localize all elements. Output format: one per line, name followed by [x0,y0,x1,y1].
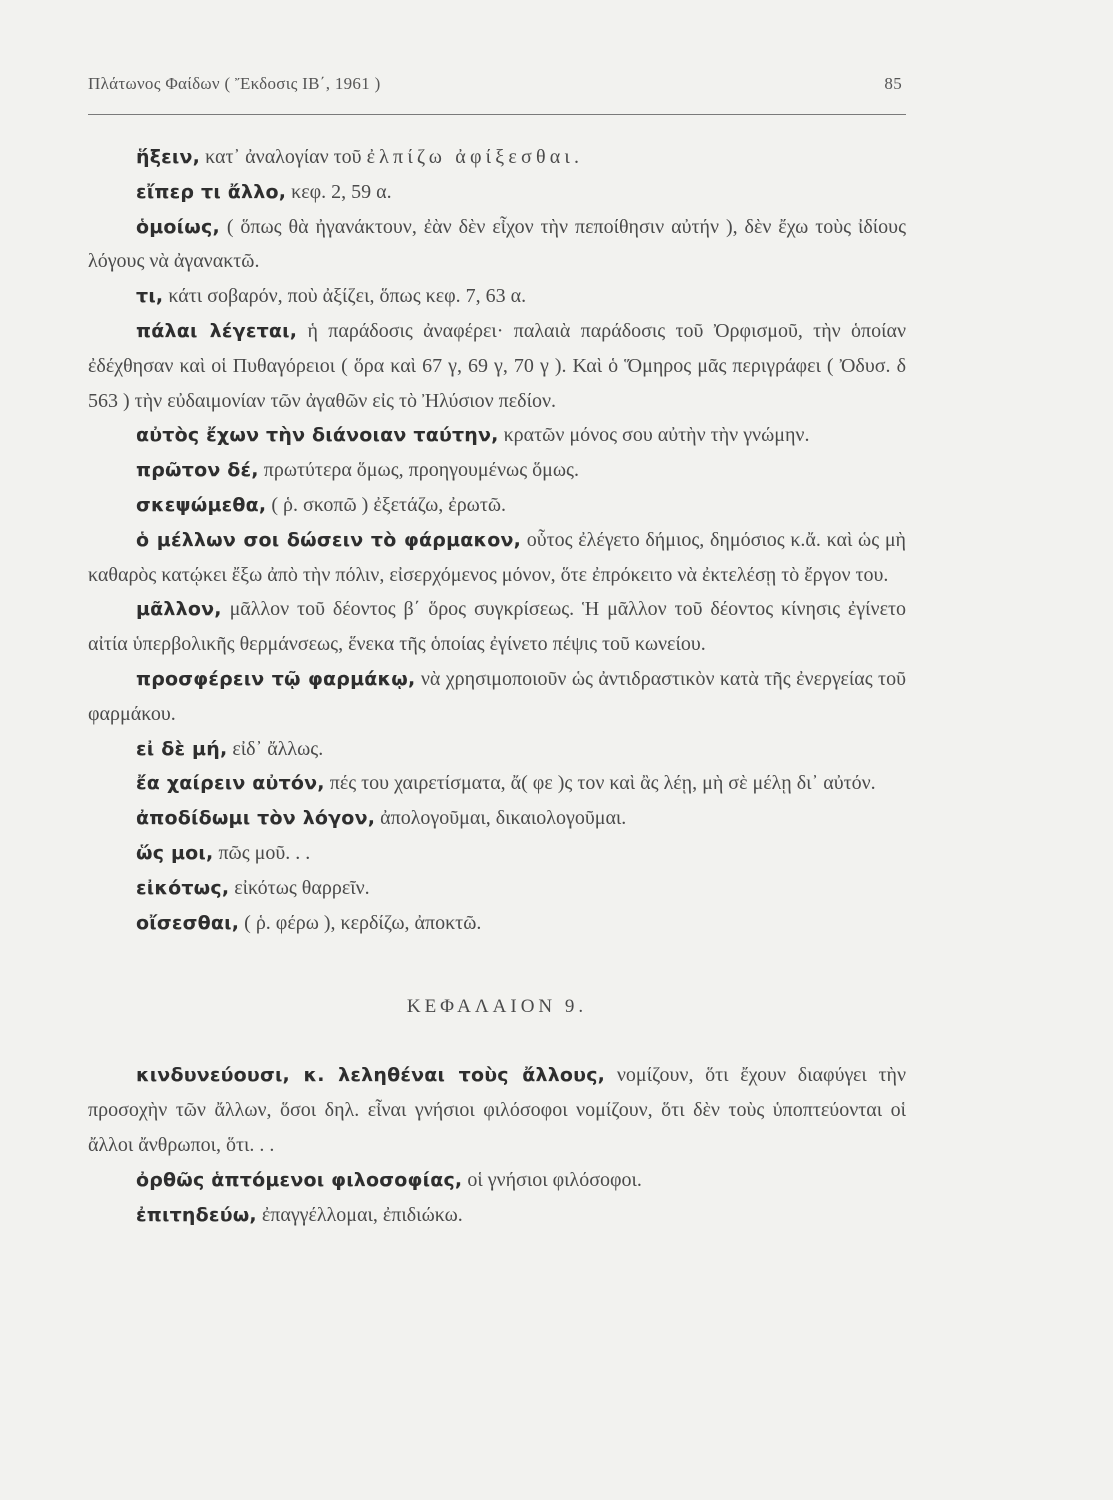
gloss-entry [88,906,906,941]
gloss-entry [88,1058,906,1162]
gloss-lemma: εἴπερ τι ἄλλο, [136,180,287,203]
running-title: Πλάτωνος Φαίδων ( Ἔκδοσις ΙΒ΄, 1961 ) [88,74,381,93]
gloss-text: ( ὅπως θὰ ἠγανάκτουν, ἐὰν δὲν εἶχον τὴν πεποίθησιν αὐτήν ), δὲν ἔχω τοὺς ἰδίους λόγους νὰ ἀγανακτῶ. [88,215,907,273]
page-body [88,140,906,1232]
gloss-entry [88,871,906,906]
gloss-entry [88,210,906,280]
gloss-text: νὰ χρησιμοποιοῦν ὡς ἀντιδραστικὸν κατὰ τῆς ἐνεργείας τοῦ φαρμάκου. [88,667,906,725]
gloss-lemma: ὁμοίως, [136,215,220,238]
gloss-entry [88,140,906,175]
gloss-text: ( ῥ. φέρω ), κερδίζω, ἀποκτῶ. [244,911,482,934]
chapter-heading: ΚΕΦΑΛΑΙΟΝ 9. [406,996,588,1018]
gloss-lemma: ὥς μοι, [136,841,214,864]
gloss-text: πῶς μοῦ. . . [218,841,311,864]
gloss-text: εἰδ᾽ ἄλλως. [232,737,324,760]
gloss-entry [88,1163,906,1198]
gloss-entry [88,1198,906,1233]
gloss-text: κεφ. 2, 59 α. [291,180,392,203]
gloss-text: οἱ γνήσιοι φιλόσοφοι. [467,1168,642,1191]
gloss-entry [88,766,906,801]
gloss-entry [88,279,906,314]
gloss-entry [88,662,906,732]
gloss-text: ἐπαγγέλλομαι, ἐπιδιώκω. [261,1203,463,1226]
gloss-text: οὗτος ἐλέγετο δήμιος, δημόσιος κ.ἄ. καὶ ὡς μὴ καθαρὸς κατῴκει ἔξω ἀπὸ τὴν πόλιν, εἰσερχόμενος μόνον, ὅτε ἐπρόκειτο νὰ ἐκτελέσῃ τὸ ἔργον του. [88,528,907,586]
gloss-lemma: αὐτὸς ἔχων τὴν διάνοιαν ταύτην, [136,424,499,447]
gloss-lemma: ὁ μέλλων σοι δώσειν τὸ φάρμακον, [136,528,522,551]
gloss-lemma: οἴσεσθαι, [136,911,240,934]
gloss-text: μᾶλλον τοῦ δέοντος β΄ ὅρος συγκρίσεως. Ἡ μᾶλλον τοῦ δέοντος κίνησις ἐγίνετο αἰτία ὑπερβολικῆς θερμάνσεως, ἕνεκα τῆς ὁποίας ἐγίνετο πέψις τοῦ κωνείου. [88,598,907,656]
gloss-text: πρωτύτερα ὅμως, προηγουμένως ὅμως. [263,459,579,482]
gloss-entry [88,175,906,210]
gloss-entry [88,488,906,523]
gloss-entry [88,732,906,767]
gloss-text: ( ῥ. σκοπῶ ) ἐξετάζω, ἐρωτῶ. [271,493,507,516]
gloss-text: εἰκότως θαρρεῖν. [234,876,370,899]
gloss-entry [88,592,906,662]
gloss-spaced-text: ἐλπίζω ἀφίξεσθαι. [366,146,584,168]
gloss-lemma: εἰ δὲ μή, [136,737,228,760]
gloss-lemma: ἐπιτηδεύω, [136,1203,257,1226]
gloss-entry [88,453,906,488]
gloss-lemma: εἰκότως, [136,876,230,899]
gloss-lemma: σκεψώμεθα, [136,493,267,516]
gloss-lemma: κινδυνεύουσι, κ. λεληθέναι τοὺς ἄλλους, [136,1064,606,1087]
gloss-entry [88,836,906,871]
header-rule [88,114,906,115]
gloss-lemma: μᾶλλον, [136,598,222,621]
gloss-lemma: πρῶτον δέ, [136,459,259,482]
gloss-text: κάτι σοβαρόν, ποὺ ἀξίζει, ὅπως κεφ. 7, 63 α. [168,285,527,308]
gloss-text: πές του χαιρετίσματα, ἄ( φε )ς τον καὶ ἂς λέῃ, μὴ σὲ μέλῃ δι᾽ αὐτόν. [329,772,876,795]
gloss-lemma: ἥξειν, [136,146,201,168]
gloss-lemma: ἀποδίδωμι τὸν λόγον, [136,807,376,830]
gloss-entry [88,801,906,836]
gloss-text: ἀπολογοῦμαι, δικαιολογοῦμαι. [380,807,627,830]
gloss-text: κατ᾽ ἀναλογίαν τοῦ [205,146,362,168]
gloss-entry [88,418,906,453]
gloss-text: κρατῶν μόνος σου αὐτὴν τὴν γνώμην. [503,424,810,447]
gloss-lemma: ὀρθῶς ἁπτόμενοι φιλοσοφίας, [136,1168,463,1191]
gloss-lemma: προσφέρειν τῷ φαρμάκῳ, [136,667,416,690]
gloss-lemma: ἔα χαίρειν αὐτόν, [136,772,325,795]
gloss-entry [88,314,906,418]
gloss-entry [88,523,906,593]
gloss-lemma: πάλαι λέγεται, [136,319,298,342]
gloss-lemma: τι, [136,285,164,308]
gloss-text: ἡ παράδοσις ἀναφέρει· παλαιὰ παράδοσις τοῦ Ὀρφισμοῦ, τὴν ὁποίαν ἐδέχθησαν καὶ οἱ Πυθαγόρειοι ( ὅρα καὶ 67 γ, 69 γ, 70 γ ). Καὶ ὁ Ὅμηρος μᾶς περιγράφει ( Ὀδυσ. δ 563 ) τὴν εὐδαιμονίαν τῶν ἀγαθῶν εἰς τὸ Ἠλύσιον πεδίον. [88,319,906,412]
page-number: 85 [884,74,902,93]
gloss-text: νομίζουν, ὅτι ἔχουν διαφύγει τὴν προσοχὴν τῶν ἄλλων, ὅσοι δηλ. εἶναι γνήσιοι φιλόσοφοι νομίζουν, ὅτι δὲν τοὺς ὑποπτεύονται οἱ ἄλλοι ἄνθρωποι, ὅτι. . . [88,1064,907,1156]
running-header [88,74,906,104]
